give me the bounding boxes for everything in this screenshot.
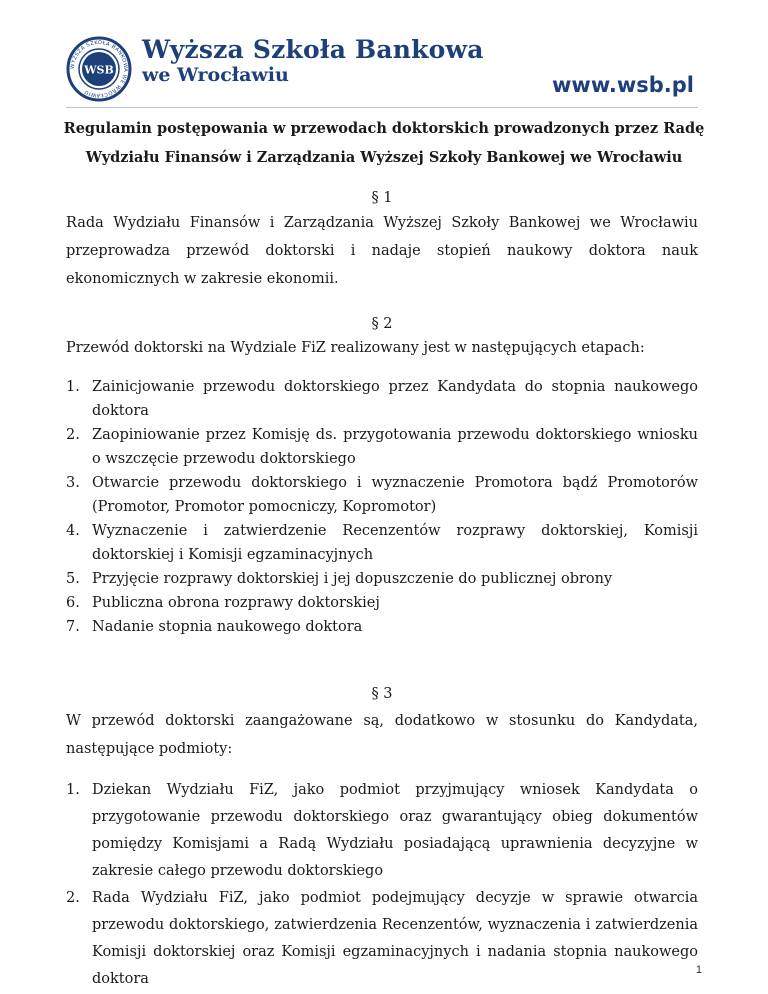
seal-ring-text: WYŻSZA SZKOŁA BANKOWA WE WROCŁAWIU bbox=[69, 39, 129, 99]
university-seal-logo bbox=[66, 36, 132, 102]
section-2-intro: Przewód doktorski na Wydziale FiZ realizowany jest w następujących etapach: bbox=[66, 340, 645, 356]
list-item: 6. Publiczna obrona rozprawy doktorskiej bbox=[66, 595, 380, 611]
section-3-intro: W przewód doktorski zaangażowane są, dodatkowo w stosunku do Kandydata, następujące podmioty: bbox=[66, 713, 698, 757]
document-title bbox=[40, 114, 728, 172]
list-item: 4. Wyznaczenie i zatwierdzenie Recenzentów rozprawy doktorskiej, Komisji doktorskiej i Komisji egzaminacyjnych bbox=[66, 523, 698, 563]
list-item: 2. Zaopiniowanie przez Komisję ds. przygotowania przewodu doktorskiego wniosku o wszczęcie przewodu doktorskiego bbox=[66, 427, 698, 467]
list-item: 2. Rada Wydziału FiZ, jako podmiot podejmujący decyzje w sprawie otwarcia przewodu doktorskiego, zatwierdzenia Recenzentów, wyznaczenia i zatwierdzenia Komisji doktorskiej oraz Komisji egzaminacyjnych i nadania stopnia naukowego doktora bbox=[66, 890, 698, 987]
title-line-1: Regulamin postępowania w przewodach doktorskich prowadzonych przez Radę bbox=[63, 120, 705, 137]
seal-monogram: WSB bbox=[84, 63, 114, 77]
title-line-2: Wydziału Finansów i Zarządzania Wyższej Szkoły Bankowej we Wrocławiu bbox=[85, 149, 683, 166]
list-item: 1. Zainicjowanie przewodu doktorskiego przez Kandydata do stopnia naukowego doktora bbox=[66, 379, 698, 419]
section-2-list bbox=[66, 375, 698, 639]
section-3-list bbox=[66, 777, 698, 993]
section-1-text: Rada Wydziału Finansów i Zarządzania Wyższej Szkoły Bankowej we Wrocławiu przeprowadza przewód doktorski i nadaje stopień naukowy doktora nauk ekonomicznych w zakresie ekonomii. bbox=[66, 215, 698, 287]
institution-name: Wyższa Szkoła Bankowa bbox=[142, 35, 484, 64]
website-url[interactable]: www.wsb.pl bbox=[552, 73, 694, 97]
page-number: 1 bbox=[695, 964, 702, 976]
institution-city: we Wrocławiu bbox=[142, 64, 289, 86]
header-divider bbox=[66, 107, 698, 108]
section-2-mark: § 2 bbox=[371, 316, 393, 332]
section-3-mark: § 3 bbox=[371, 686, 393, 702]
list-item: 7. Nadanie stopnia naukowego doktora bbox=[66, 619, 363, 635]
list-item: 3. Otwarcie przewodu doktorskiego i wyznaczenie Promotora bądź Promotorów (Promotor, Promotor pomocniczy, Kopromotor) bbox=[66, 475, 698, 515]
letterhead bbox=[66, 28, 698, 108]
section-1-mark: § 1 bbox=[371, 190, 393, 206]
list-item: 1. Dziekan Wydziału FiZ, jako podmiot przyjmujący wniosek Kandydata o przygotowanie przewodu doktorskiego oraz gwarantujący obieg dokumentów pomiędzy Komisjami a Radą Wydziału posiadającą uprawnienia decyzyjne w zakresie całego przewodu doktorskiego bbox=[66, 782, 698, 879]
document-body bbox=[66, 187, 698, 993]
list-item: 5. Przyjęcie rozprawy doktorskiej i jej dopuszczenie do publicznej obrony bbox=[66, 571, 613, 587]
